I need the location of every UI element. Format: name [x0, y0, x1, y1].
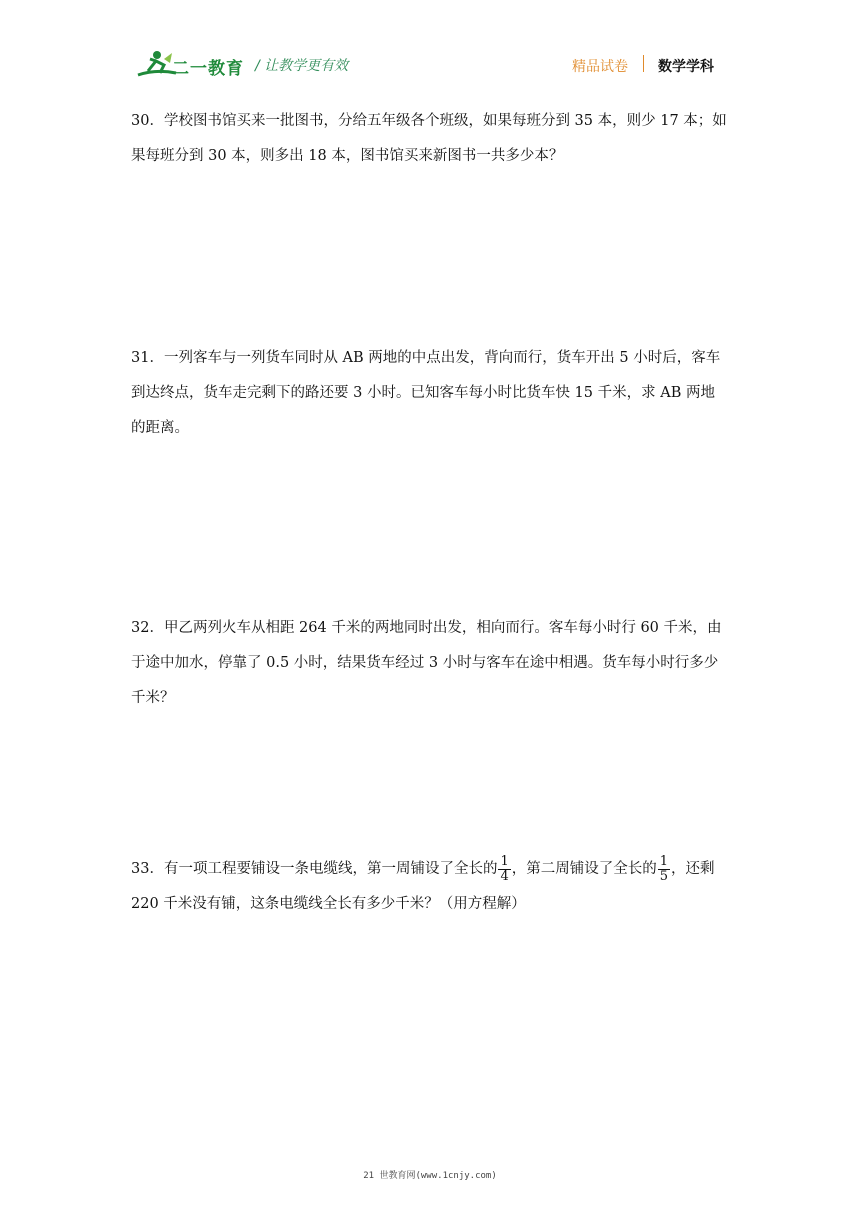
slogan: / 让教学更有效	[255, 58, 349, 74]
fraction-numerator: 1	[659, 853, 669, 869]
question-33	[131, 852, 731, 922]
fraction-numerator: 1	[500, 853, 509, 869]
fraction-one-quarter	[498, 855, 510, 884]
question-text-line: 220 千米没有铺，这条电缆线全长有多少千米？（用方程解）	[131, 896, 526, 912]
question-text-line: 32．甲乙两列火车从相距 264 千米的两地同时出发，相向而行。客车每小时行 60 千米，由	[131, 620, 722, 636]
question-text-line: 的距离。	[131, 420, 189, 436]
question-text-line: 到达终点，货车走完剩下的路还要 3 小时。已知客车每小时比货车快 15 千米，求 AB 两地	[131, 385, 715, 401]
question-text-line: 31．一列客车与一列货车同时从 AB 两地的中点出发，背向而行，货车开出 5 小时后，客车	[131, 350, 721, 366]
question-text-part: ，第二周铺设了全长的	[511, 861, 657, 877]
question-30	[131, 104, 731, 174]
question-31	[131, 341, 731, 446]
question-text-line: 于途中加水，停靠了 0.5 小时，结果货车经过 3 小时与客车在途中相遇。货车每小时行多少	[131, 655, 719, 671]
brand-name: 二一教育	[172, 59, 244, 79]
header-divider	[643, 55, 644, 72]
fraction-denominator: 4	[500, 868, 509, 884]
page-header	[0, 0, 860, 90]
fraction-denominator: 5	[659, 868, 669, 884]
question-32	[131, 611, 731, 716]
quality-tag: 精品试卷	[572, 59, 628, 75]
question-text-line	[131, 852, 731, 887]
page-footer: 21 世教育网(www.1cnjy.com)	[363, 1171, 497, 1181]
question-text-part: 33．有一项工程要铺设一条电缆线，第一周铺设了全长的	[131, 861, 498, 877]
subject-tag: 数学学科	[658, 59, 714, 75]
question-text-line: 果每班分到 30 本，则多出 18 本，图书馆买来新图书一共多少本？	[131, 148, 564, 164]
question-text-line: 30．学校图书馆买来一批图书，分给五年级各个班级，如果每班分到 35 本，则少 17 本；如	[131, 113, 727, 129]
fraction-one-fifth	[658, 855, 670, 884]
question-text-part: ，还剩	[671, 861, 715, 877]
question-text-line: 千米？	[131, 690, 175, 706]
